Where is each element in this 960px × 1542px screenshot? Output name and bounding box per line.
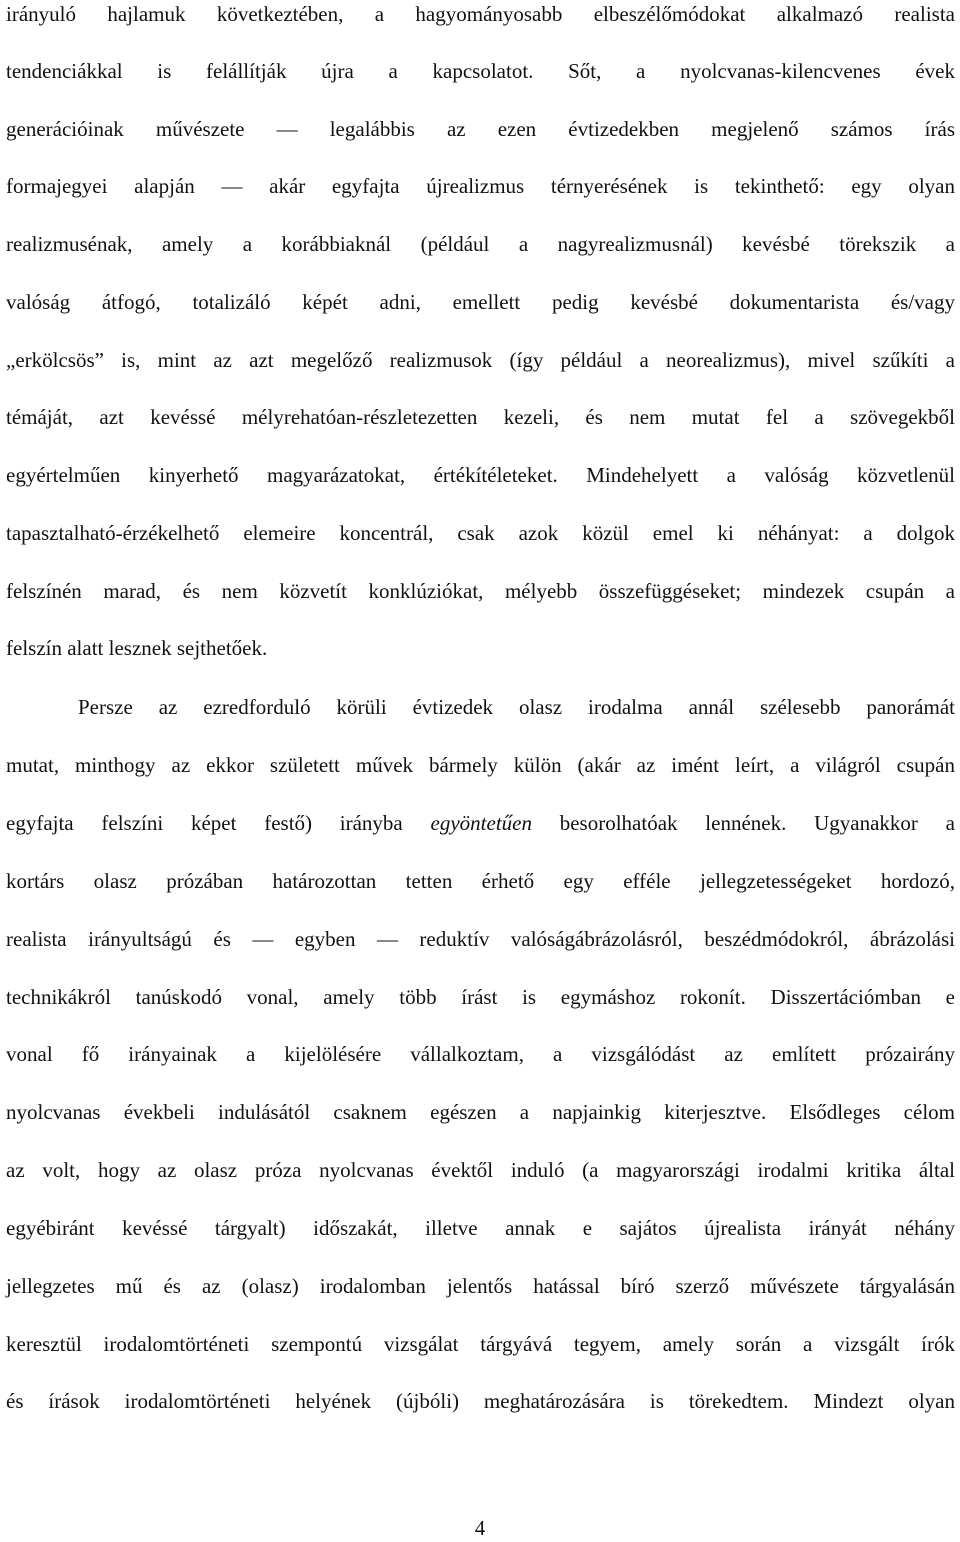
text-line: témáját, azt kevéssé mélyrehatóan-részletezetten kezeli, és nem mutat fel a szövegekből — [6, 405, 955, 429]
text-line: jellegzetes mű és az (olasz) irodalomban jelentős hatással bíró szerző művészete tárgyalásán — [6, 1274, 955, 1298]
text-line: vonal fő irányainak a kijelölésére vállalkoztam, a vizsgálódást az említett prózairány — [6, 1042, 955, 1066]
text-line: formajegyei alapján — akár egyfajta újrealizmus térnyerésének is tekinthető: egy olyan — [6, 174, 955, 198]
text-line-with-emphasis — [6, 809, 955, 837]
text-line: irányuló hajlamuk következtében, a hagyományosabb elbeszélőmódokat alkalmazó realista — [6, 2, 955, 26]
text-segment: egyfajta felszíni képet festő) irányba — [6, 811, 431, 835]
text-line: kortárs olasz prózában határozottan tetten érhető egy efféle jellegzetességeket hordozó, — [6, 869, 955, 893]
text-line: technikákról tanúskodó vonal, amely több írást is egymáshoz rokonít. Disszertációmban e — [6, 985, 955, 1009]
text-line: realista irányultságú és — egyben — reduktív valóságábrázolásról, beszédmódokról, ábrázolási — [6, 927, 955, 951]
text-line: realizmusénak, amely a korábbiaknál (például a nagyrealizmusnál) kevésbé törekszik a — [6, 232, 955, 256]
text-line: valóság átfogó, totalizáló képét adni, emellett pedig kevésbé dokumentarista és/vagy — [6, 290, 955, 314]
text-line: egyébiránt kevéssé tárgyalt) időszakát, illetve annak e sajátos újrealista irányát néhány — [6, 1216, 955, 1240]
text-line: tapasztalható-érzékelhető elemeire koncentrál, csak azok közül emel ki néhányat: a dolgok — [6, 521, 955, 545]
text-line: generációinak művészete — legalábbis az ezen évtizedekben megjelenő számos írás — [6, 117, 955, 141]
text-line: mutat, minthogy az ekkor született művek bármely külön (akár az imént leírt, a világról csupán — [6, 753, 955, 777]
text-line: nyolcvanas évekbeli indulásától csaknem egészen a napjainkig kiterjesztve. Elsődleges célom — [6, 1100, 955, 1124]
emphasized-word: egyöntetűen — [430, 811, 532, 835]
text-line: az volt, hogy az olasz próza nyolcvanas évektől induló (a magyarországi irodalmi kritika által — [6, 1158, 955, 1182]
text-segment: besorolhatóak lennének. Ugyanakkor a — [531, 811, 955, 835]
text-line: „erkölcsös” is, mint az azt megelőző realizmusok (így például a neorealizmus), mivel szűkíti a — [6, 348, 955, 372]
text-line: keresztül irodalomtörténeti szempontú vizsgálat tárgyává tegyem, amely során a vizsgált írók — [6, 1332, 955, 1356]
text-line: és írások irodalomtörténeti helyének (újbóli) meghatározására is törekedtem. Mindezt olyan — [6, 1389, 955, 1413]
paragraph-first-line: Persze az ezredforduló körüli évtizedek olasz irodalma annál szélesebb panorámát — [78, 695, 955, 719]
page-number: 4 — [474, 1516, 486, 1540]
text-line: felszínén marad, és nem közvetít konklúziókat, mélyebb összefüggéseket; mindezek csupán a — [6, 579, 955, 603]
text-line: tendenciákkal is felállítják újra a kapcsolatot. Sőt, a nyolcvanas-kilencvenes évek — [6, 59, 955, 83]
text-line: egyértelműen kinyerhető magyarázatokat, értékítéleteket. Mindehelyett a valóság közvetlenül — [6, 463, 955, 487]
paragraph-end-line: felszín alatt lesznek sejthetőek. — [6, 636, 268, 660]
